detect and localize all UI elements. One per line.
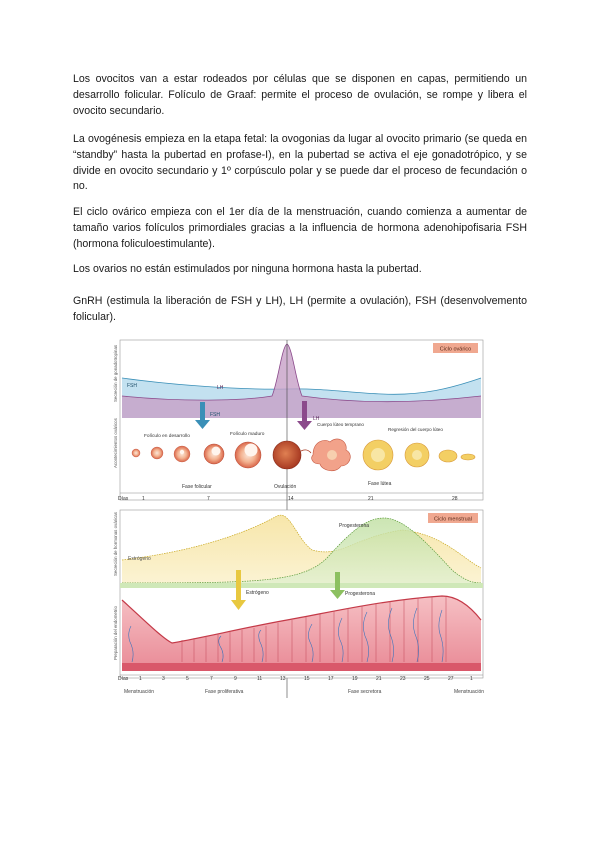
luteal-phase-label: Fase lútea — [368, 481, 392, 487]
menstrual-day-13: 13 — [280, 676, 286, 682]
paragraph-oogenesis: La ovogénesis empieza en la etapa fetal: la ovogonias da lugar al ovocito primario (se queda en “standby” hasta la pubertad en profase-I), en la pubertad se activa el eje gonadotrópico, y se divide en ovocito secundario y 1º corpúsculo polar y se puede dar el proceso de fecundación o no. — [73, 133, 527, 193]
paragraph-hormones: GnRH (estimula la liberación de FSH y LH), LH (permite a ovulación), FSH (desenvolvemento folicular). — [73, 295, 527, 323]
menstrual-day-21: 21 — [376, 676, 382, 682]
paragraph-graaf-follicle: Los ovocitos van a estar rodeados por células que se disponen en capas, permitiendo un desarrollo folicular. Folículo de Graaf: permite el proceso de ovulación, se rompe y libera el ovocito secundario. — [73, 73, 527, 117]
ovarian-days-label: Días — [118, 496, 129, 502]
menstrual-day-23: 23 — [400, 676, 406, 682]
menstruation-end-label: Menstruación — [454, 689, 485, 695]
ovulation-label: Ovulación — [274, 484, 297, 490]
menstrual-day-7: 7 — [210, 676, 213, 682]
menstrual-day-19: 19 — [352, 676, 358, 682]
lh-label: LH — [217, 385, 224, 391]
paragraph-puberty: Los ovarios no están estimulados por ninguna hormona hasta la pubertad. — [73, 263, 422, 275]
stage-regression-label: Regresión del cuerpo lúteo — [388, 427, 443, 432]
lh-arrow-label: LH — [313, 416, 320, 422]
endometrium-axis-label: Preparación del endometrio — [113, 606, 118, 660]
baseline-strip — [120, 583, 483, 588]
paragraph-ovarian-cycle: El ciclo ovárico empieza con el 1er día de la menstruación, cuando comienza a aumentar de tamaño varios folículos primordiales gracias a la influencia de hormona adenohipofisaria FSH (hormona foliculoestimulante). — [73, 206, 527, 250]
fsh-arrow-label: FSH — [210, 412, 220, 418]
ovarian-cycle-badge-label: Ciclo ovárico — [439, 346, 472, 353]
progesterone-arrow-label: Progesterona — [345, 591, 376, 597]
menstrual-day-9: 9 — [234, 676, 237, 682]
secretory-phase-label: Fase secretora — [348, 689, 382, 695]
menstrual-day-3: 3 — [162, 676, 165, 682]
menstrual-day-25: 25 — [424, 676, 430, 682]
stage-developing-label: Folículo en desarrollo — [144, 434, 190, 439]
follicular-phase-label: Fase folicular — [182, 484, 212, 490]
ovarian-day-14: 14 — [288, 496, 294, 502]
menstrual-day-11: 11 — [257, 676, 263, 682]
ovarian-menstrual-cycle-figure — [112, 338, 497, 700]
menstrual-day-17: 17 — [328, 676, 334, 682]
menstrual-day-1-next: 1 — [470, 676, 473, 682]
ovarian-day-21: 21 — [368, 496, 374, 502]
menstrual-day-15: 15 — [304, 676, 310, 682]
ovarian-events-axis-label: Acontecimientos ováricos — [113, 418, 118, 468]
menstrual-day-27: 27 — [448, 676, 454, 682]
menstrual-cycle-panel — [113, 510, 483, 682]
ovarian-day-28: 28 — [452, 496, 458, 502]
estrogen-arrow-label: Estrógeno — [246, 590, 269, 596]
ovarian-day-1: 1 — [142, 496, 145, 502]
stage-early-corpus-label: Cuerpo lúteo temprano — [317, 422, 364, 427]
menstrual-day-1: 1 — [139, 676, 142, 682]
menstrual-days-label: Días — [118, 676, 129, 682]
ovarian-hormones-axis-label: Secreción de hormonas ováricas — [113, 512, 118, 576]
menstrual-day-5: 5 — [186, 676, 189, 682]
menstrual-cycle-badge-label: Ciclo menstrual — [434, 516, 472, 523]
menstruation-start-label: Menstruación — [124, 689, 155, 695]
stage-mature-label: Folículo maduro — [230, 432, 265, 437]
proliferative-phase-label: Fase proliferativa — [205, 689, 244, 695]
gonadotropin-axis-label: Secreción de gonadotropinas — [113, 344, 118, 402]
progesterone-label: Progesterona — [339, 523, 370, 529]
estrogen-label: Estrógeno — [128, 556, 151, 562]
fsh-label: FSH — [127, 383, 137, 389]
ovarian-day-7: 7 — [207, 496, 210, 502]
